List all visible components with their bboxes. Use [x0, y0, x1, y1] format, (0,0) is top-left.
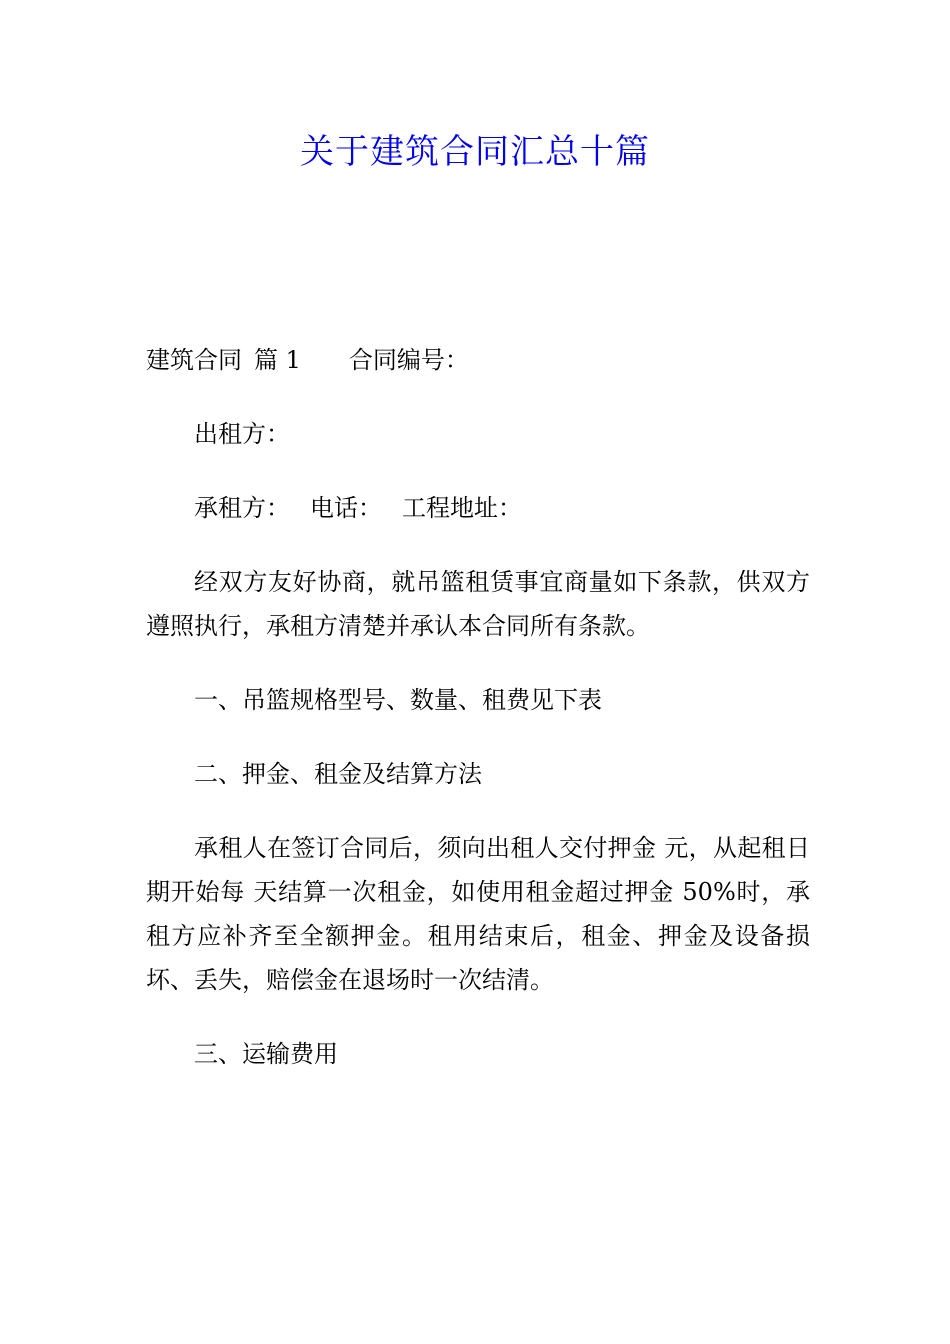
- section-1-heading: 一、吊篮规格型号、数量、租费见下表: [194, 686, 602, 714]
- lessor-line: [146, 412, 810, 456]
- document-title: 关于建筑合同汇总十篇: [300, 132, 650, 172]
- address-label: 工程地址：: [402, 494, 522, 522]
- section-3-heading: 三、运输费用: [194, 1040, 338, 1068]
- contract-header-line: [146, 338, 810, 382]
- lessee-label: 承租方：: [194, 494, 290, 522]
- lessee-line: [146, 486, 810, 530]
- contract-number-label: 合同编号：: [348, 346, 469, 374]
- document-body: [146, 338, 810, 1106]
- phone-label: 电话：: [310, 494, 382, 522]
- contract-name: 建筑合同: [146, 346, 242, 374]
- intro-paragraph: 经双方友好协商，就吊篮租赁事宜商量如下条款，供双方遵照执行，承租方清楚并承认本合同所有条款。: [146, 568, 810, 640]
- section-2-heading: 二、押金、租金及结算方法: [194, 760, 482, 788]
- lessor-label: 出租方：: [194, 420, 290, 448]
- contract-part: 篇 1: [254, 346, 301, 374]
- section-2-paragraph: 承租人在签订合同后，须向出租人交付押金 元，从起租日期开始每 天结算一次租金，如使用租金超过押金 50%时，承租方应补齐至全额押金。租用结束后，租金、押金及设备损坏、丢失，赔偿金在退场时一次结清。: [146, 834, 810, 994]
